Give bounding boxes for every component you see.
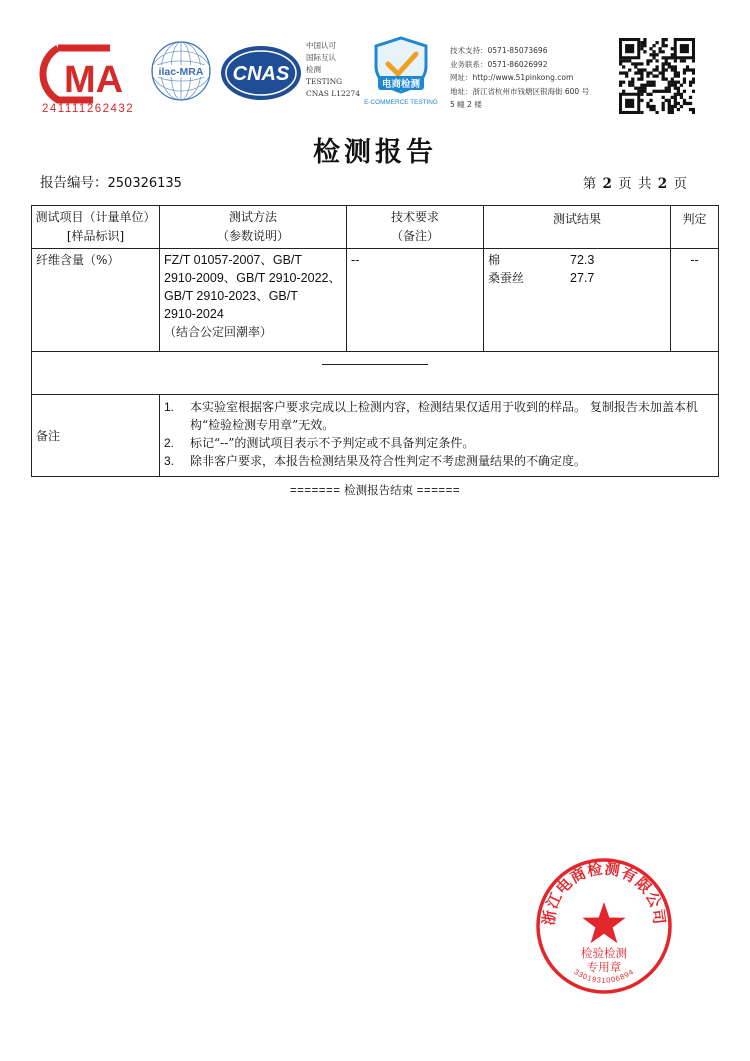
- method-note: （结合公定回潮率）: [164, 325, 273, 339]
- header-req-line2: （备注）: [390, 229, 439, 243]
- page-prefix: 第: [582, 176, 598, 192]
- official-seal-stamp: [534, 856, 674, 996]
- report-end-marker: [0, 482, 750, 498]
- remark-number: 2.: [164, 436, 175, 450]
- cnas-text-line: CNAS L12274: [306, 89, 361, 98]
- tech-support: 技术支持：0571-85073696: [450, 46, 548, 55]
- cnas-label: CNAS: [232, 63, 290, 85]
- end-marker-text: 检测报告结束: [344, 483, 414, 497]
- cnas-logo: [220, 44, 302, 102]
- results-table: [31, 205, 719, 477]
- cnas-text-line: 中国认可: [306, 41, 336, 50]
- ecom-title: 电商检测: [381, 79, 421, 90]
- remark-text: 除非客户要求，本报告检测结果及符合性判定不考虑测量结果的不确定度。: [190, 454, 587, 468]
- page-current: 2: [602, 176, 613, 192]
- seal-purpose-line2: 专用章: [586, 960, 622, 974]
- seal-purpose-line1: 检验检测: [581, 946, 627, 960]
- cnas-accreditation-text: [306, 40, 360, 100]
- cnas-text-line: 检测: [306, 65, 321, 74]
- cnas-text-line: TESTING: [306, 77, 343, 86]
- cma-logo: [38, 40, 148, 116]
- ma-code: 241111262432: [42, 103, 135, 115]
- end-marker-right: ======: [416, 485, 461, 497]
- report-number: [40, 171, 182, 191]
- website: 网址：http://www.51pinkong.com: [450, 73, 574, 82]
- cell-method: [160, 249, 347, 352]
- method-line: GB/T 2910-2023、GB/T: [164, 289, 298, 303]
- business-contact: 业务联系：0571-86026992: [450, 59, 548, 69]
- header-requirement: [347, 206, 484, 249]
- page-middle: 页 共: [618, 176, 653, 192]
- seal-number: 3301931006894: [572, 967, 636, 985]
- result-entry: [488, 269, 666, 287]
- remark-item: [164, 398, 714, 434]
- method-line: FZ/T 01057-2007、GB/T: [164, 253, 303, 267]
- address-line1: 地址：浙江省杭州市钱塘区银海街 600 号: [450, 86, 590, 96]
- remarks-row: [32, 395, 719, 477]
- ecom-subtitle: E-COMMERCE TESTING: [364, 99, 438, 106]
- header-req-line1: 技术要求: [390, 210, 439, 224]
- address-line2: 5 幢 2 楼: [450, 100, 482, 109]
- separator-cell: [32, 352, 719, 395]
- header-item-line2: [样品标识]: [66, 229, 125, 243]
- ilac-mra-logo: [150, 40, 212, 102]
- remark-text: 本实验室根据客户要求完成以上检测内容，检测结果仅适用于收到的样品。 复制报告未加盖本机构“检验检测专用章”无效。: [190, 400, 698, 432]
- header-method-line1: 测试方法: [228, 210, 277, 224]
- header-item: [32, 206, 160, 249]
- cell-results: [484, 249, 671, 352]
- remark-label: 备注: [32, 395, 160, 477]
- report-number-label: 报告编号：: [40, 175, 108, 191]
- method-line: 2910-2024: [164, 307, 224, 321]
- remark-item: [164, 452, 714, 470]
- page-total: 2: [657, 176, 669, 192]
- remark-content: [160, 395, 719, 477]
- seal-star-icon: [582, 902, 625, 943]
- cnas-text-line: 国际互认: [306, 53, 336, 62]
- qr-code-icon: [619, 38, 695, 114]
- ecommerce-testing-logo: [364, 36, 438, 108]
- cell-judge: --: [671, 249, 719, 352]
- method-line: 2910-2009、GB/T 2910-2022、: [164, 271, 341, 285]
- separator-row: [32, 352, 719, 395]
- header-item-line1: 测试项目（计量单位）: [35, 210, 156, 224]
- result-value: 27.7: [570, 271, 595, 285]
- ilac-label: ilac-MRA: [158, 66, 204, 78]
- table-row: [32, 249, 719, 352]
- remark-text: 标记“--”的测试项目表示不予判定或不具备判定条件。: [190, 436, 475, 450]
- contact-info: [450, 44, 589, 112]
- report-number-value: 250326135: [107, 176, 182, 191]
- seal-company: 浙江电商检测有限公司: [539, 859, 669, 927]
- ma-letters: MA: [64, 59, 124, 101]
- remark-number: 3.: [164, 454, 175, 468]
- page-suffix: 页: [673, 176, 688, 192]
- result-name: 桑蚕丝: [488, 271, 525, 285]
- header-judge: 判定: [671, 206, 719, 249]
- cell-item: 纤维含量（%）: [32, 249, 160, 352]
- cell-requirement: --: [347, 249, 484, 352]
- result-value: 72.3: [570, 253, 595, 267]
- remark-item: [164, 434, 714, 452]
- header-result: 测试结果: [484, 206, 671, 249]
- header-method-line2: （参数说明）: [216, 229, 289, 243]
- header-method: [160, 206, 347, 249]
- end-marker-left: =======: [289, 485, 341, 497]
- remark-number: 1.: [164, 400, 175, 414]
- separator-line: [322, 364, 428, 365]
- table-header-row: [32, 206, 719, 249]
- result-entry: [488, 251, 666, 269]
- page-info: [583, 172, 688, 192]
- result-name: 棉: [488, 253, 501, 267]
- page-title: 检测报告: [313, 137, 437, 168]
